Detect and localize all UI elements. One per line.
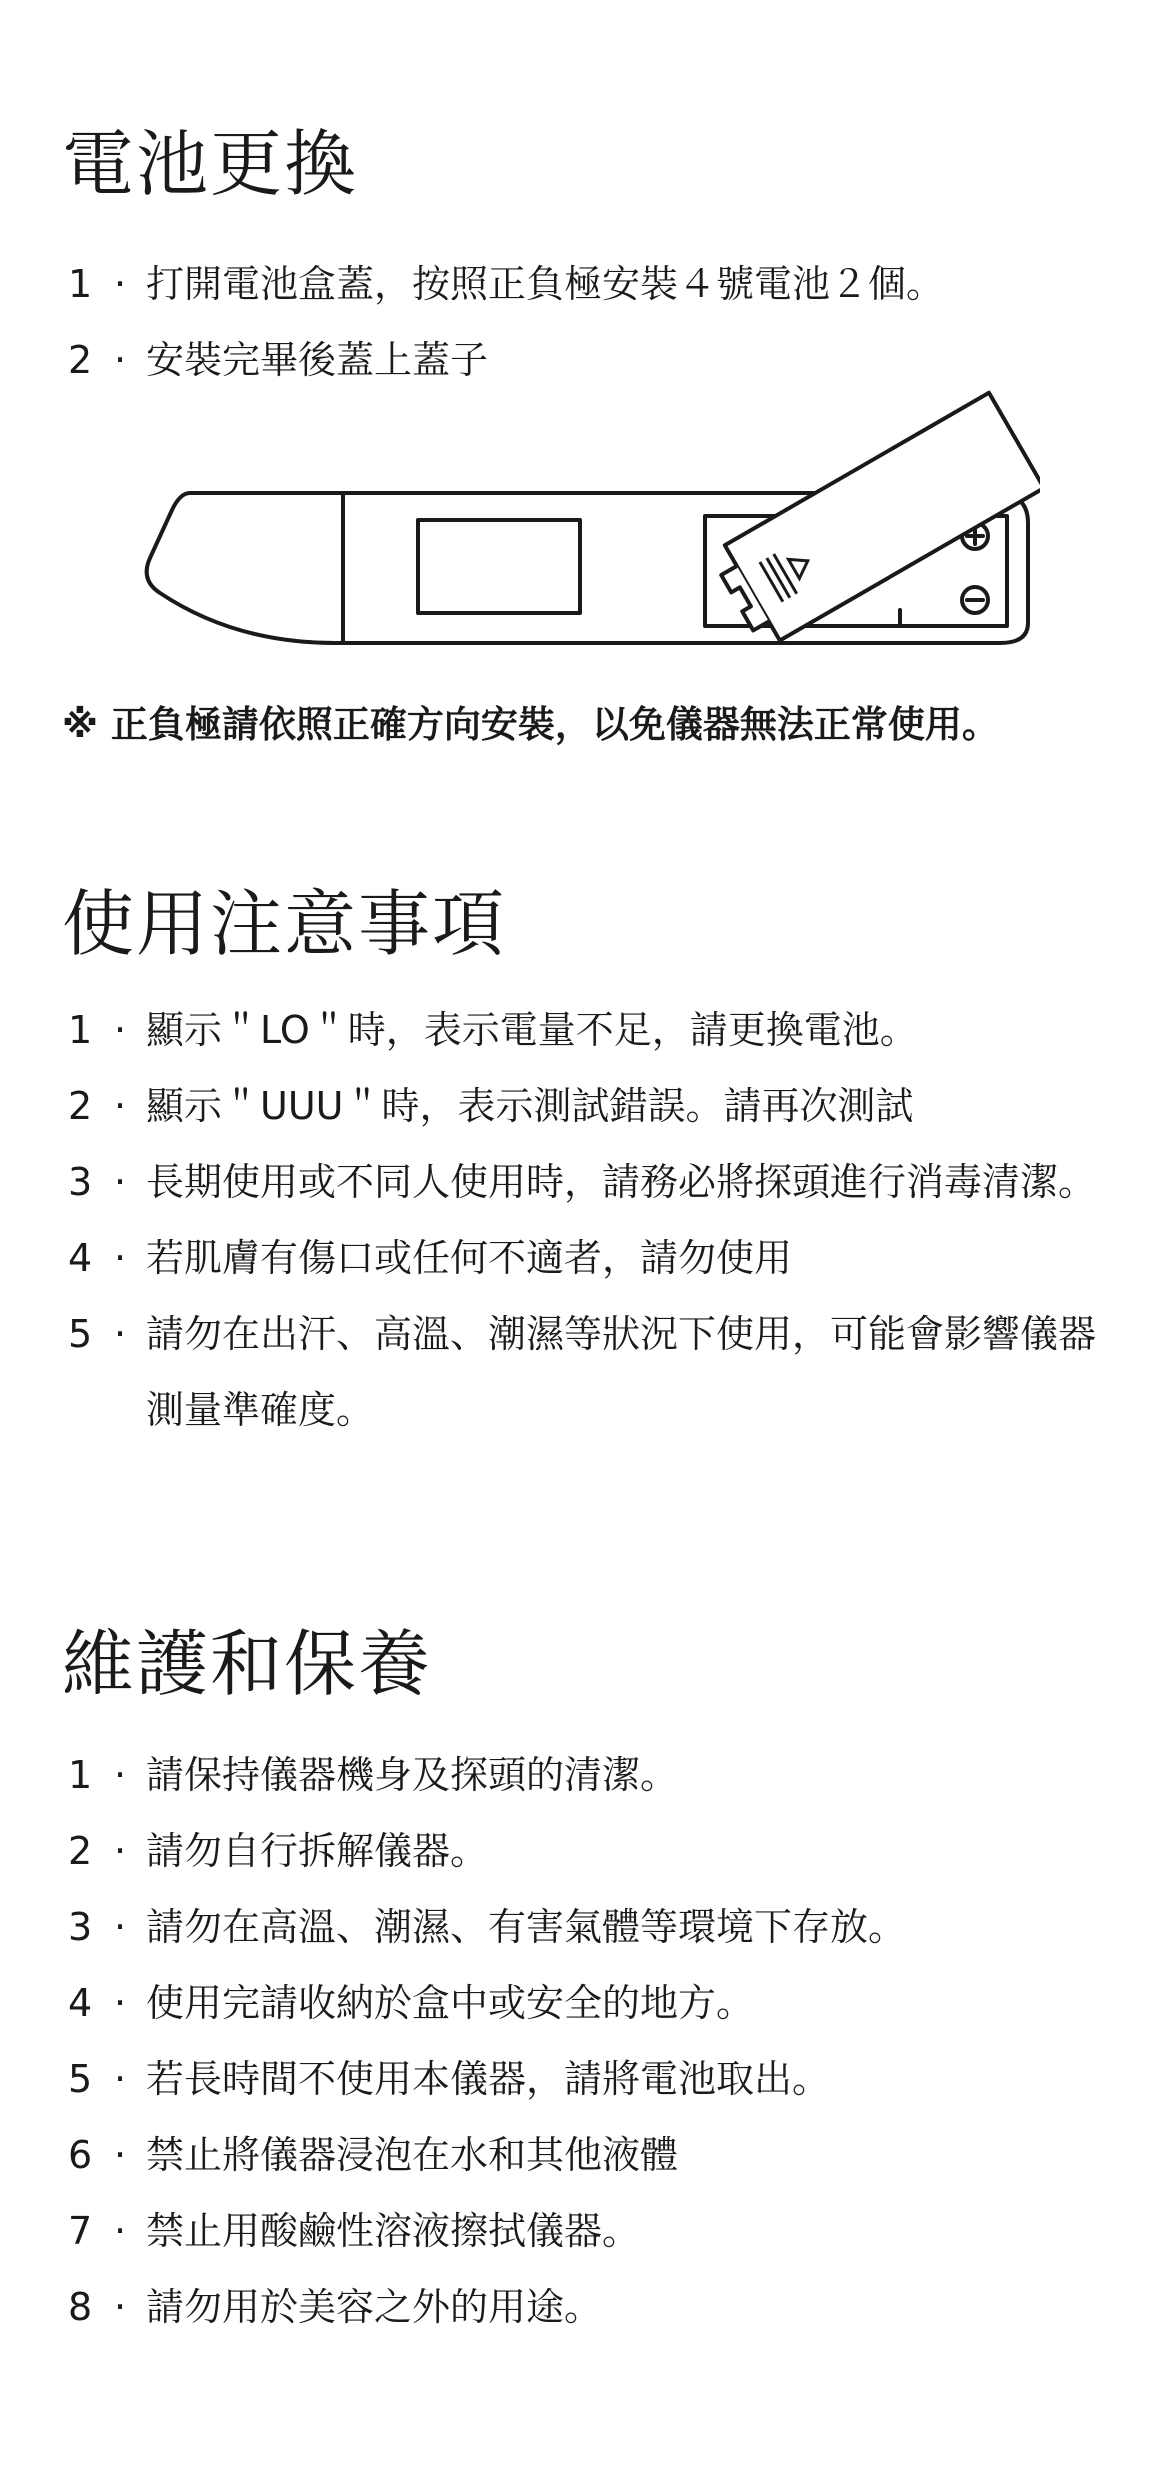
list-item: [62, 2193, 1130, 2269]
display-window: [418, 520, 580, 613]
item-number: 2: [68, 338, 93, 382]
item-number: 6: [68, 2133, 93, 2177]
bullet-dot: ·: [114, 1312, 127, 1356]
item-text: 長期使用或不同人使用時，請務必將探頭進行消毒清潔。: [146, 1160, 1097, 1204]
list-item: [62, 1220, 1130, 1296]
item-number: 1: [68, 1753, 93, 1797]
list-item: [62, 246, 1130, 322]
item-text: 若肌膚有傷口或任何不適者，請勿使用: [146, 1236, 793, 1280]
item-number: 1: [68, 262, 93, 306]
list-item: [62, 1965, 1130, 2041]
list-item: [62, 1813, 1130, 1889]
bullet-dot: ·: [114, 2209, 127, 2253]
item-number: 2: [68, 1829, 93, 1873]
bullet-dot: ·: [114, 1008, 127, 1052]
item-number: 2: [68, 1084, 93, 1128]
item-text: 顯示＂LO＂時，表示電量不足，請更換電池。: [146, 1008, 918, 1052]
bullet-dot: ·: [114, 1084, 127, 1128]
thermometer-battery-diagram: [140, 368, 1040, 658]
list-item: [62, 1068, 1130, 1144]
item-number: 5: [68, 1312, 93, 1356]
bullet-dot: ·: [114, 1905, 127, 1949]
bullet-dot: ·: [114, 1981, 127, 2025]
item-number: 1: [68, 1008, 93, 1052]
item-text: 請保持儀器機身及探頭的清潔。: [146, 1753, 679, 1797]
bullet-dot: ·: [114, 2133, 127, 2177]
bullet-dot: ·: [114, 2285, 127, 2329]
item-text: 禁止將儀器浸泡在水和其他液體: [146, 2133, 679, 2177]
list-item: [62, 2117, 1130, 2193]
bullet-dot: ·: [114, 1160, 127, 1204]
care-heading: 維護和保養: [62, 1622, 433, 1706]
item-text: 使用完請收納於盒中或安全的地方。: [146, 1981, 755, 2025]
item-text: 請勿用於美容之外的用途。: [146, 2285, 603, 2329]
battery-section: [62, 122, 1130, 206]
list-item: [62, 1144, 1130, 1220]
item-text: 請勿在出汗、高溫、潮濕等狀況下使用，可能會影響儀器測量準確度。: [146, 1312, 1097, 1432]
item-number: 5: [68, 2057, 93, 2101]
care-section: [62, 1622, 1130, 1706]
bullet-dot: ·: [114, 338, 127, 382]
item-number: 8: [68, 2285, 93, 2329]
bullet-dot: ·: [114, 1236, 127, 1280]
usage-list: [62, 992, 1130, 1448]
list-item: [62, 1889, 1130, 1965]
battery-heading: 電池更換: [62, 122, 359, 206]
list-item: [62, 2269, 1130, 2345]
usage-heading: 使用注意事項: [62, 882, 507, 966]
bullet-dot: ·: [114, 1829, 127, 1873]
item-number: 4: [68, 1981, 93, 2025]
care-list: [62, 1737, 1130, 2345]
warning-note: ※ 正負極請依照正確方向安裝，以免儀器無法正常使用。: [62, 703, 999, 746]
list-item: [62, 1296, 1130, 1448]
item-text: 若長時間不使用本儀器，請將電池取出。: [146, 2057, 831, 2101]
list-item: [62, 992, 1130, 1068]
battery-cover: [709, 393, 1040, 650]
bullet-dot: ·: [114, 1753, 127, 1797]
item-text: 請勿在高溫、潮濕、有害氣體等環境下存放。: [146, 1905, 907, 1949]
item-number: 3: [68, 1160, 93, 1204]
list-item: [62, 2041, 1130, 2117]
bullet-dot: ·: [114, 2057, 127, 2101]
item-text: 請勿自行拆解儀器。: [146, 1829, 489, 1873]
list-item: [62, 1737, 1130, 1813]
usage-section: [62, 882, 1130, 966]
item-text: 安裝完畢後蓋上蓋子: [146, 338, 489, 382]
item-number: 3: [68, 1905, 93, 1949]
bullet-dot: ·: [114, 262, 127, 306]
item-text: 打開電池盒蓋，按照正負極安裝４號電池２個。: [146, 262, 945, 306]
item-text: 顯示＂UUU＂時，表示測試錯誤。請再次測試: [146, 1084, 914, 1128]
item-number: 4: [68, 1236, 93, 1280]
item-number: 7: [68, 2209, 93, 2253]
item-text: 禁止用酸鹼性溶液擦拭儀器。: [146, 2209, 641, 2253]
